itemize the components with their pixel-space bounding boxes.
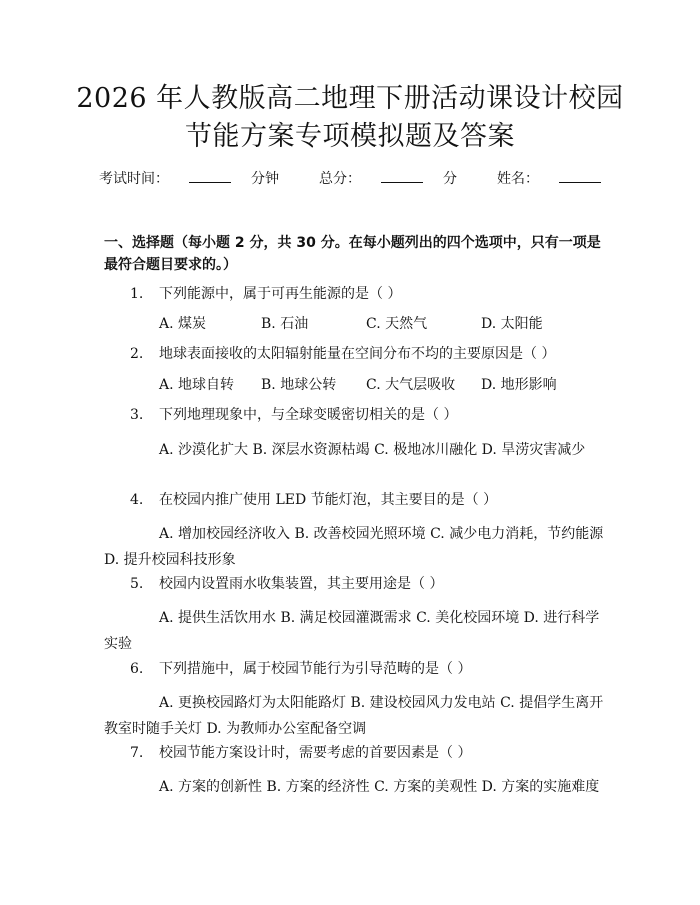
question-number: 7. <box>130 745 144 761</box>
exam-meta <box>0 168 700 188</box>
options-5: A. 提供生活饮用水 B. 满足校园灌溉需求 C. 美化校园环境 D. 进行科学实验 <box>104 610 600 652</box>
option-a: A. 煤炭 <box>159 316 207 332</box>
question-number: 5. <box>130 576 144 592</box>
question-stem: 下列地理现象中，与全球变暖密切相关的是（ ） <box>159 407 458 423</box>
option-a: A. 地球自转 <box>159 377 235 393</box>
options-6: A. 更换校园路灯为太阳能路灯 B. 建设校园风力发电站 C. 提倡学生离开教室时随手关灯 D. 为教师办公室配备空调 <box>104 695 604 737</box>
options-7: A. 方案的创新性 B. 方案的经济性 C. 方案的美观性 D. 方案的实施难度 <box>159 779 600 795</box>
name-field <box>487 171 611 187</box>
time-field <box>89 171 289 187</box>
section-heading: 一、选择题（每小题 2 分，共 30 分。在每小题列出的四个选项中，只有一项是最符合题目要求的。） <box>104 235 601 273</box>
option-c: C. 天然气 <box>366 316 428 332</box>
option-d: D. 地形影响 <box>481 377 557 393</box>
question-stem: 地球表面接收的太阳辐射能量在空间分布不均的主要原因是（ ） <box>159 346 556 362</box>
question-stem: 校园内设置雨水收集装置，其主要用途是（ ） <box>159 576 444 592</box>
time-label: 考试时间： <box>99 171 169 187</box>
options-4: A. 增加校园经济收入 B. 改善校园光照环境 C. 减少电力消耗，节约能源 D. 提升校园科技形象 <box>104 526 604 568</box>
question-stem: 下列能源中，属于可再生能源的是（ ） <box>159 286 402 302</box>
question-stem: 校园节能方案设计时，需要考虑的首要因素是（ ） <box>159 745 472 761</box>
score-label: 总分： <box>319 171 361 187</box>
page-title-line1: 2026 年人教版高二地理下册活动课设计校园 <box>76 83 624 114</box>
option-c: C. 大气层吸收 <box>366 377 456 393</box>
name-blank <box>559 182 601 183</box>
name-label: 姓名： <box>497 171 539 187</box>
question-number: 3. <box>130 407 144 423</box>
option-d: D. 太阳能 <box>481 316 543 332</box>
question-number: 4. <box>130 492 144 508</box>
time-unit: 分钟 <box>251 171 279 187</box>
options-3: A. 沙漠化扩大 B. 深层水资源枯竭 C. 极地冰川融化 D. 旱涝灾害减少 <box>159 442 586 458</box>
question-stem: 下列措施中，属于校园节能行为引导范畴的是（ ） <box>159 661 472 677</box>
question-number: 1. <box>130 286 144 302</box>
score-blank <box>381 182 423 183</box>
option-b: B. 石油 <box>261 316 309 332</box>
score-unit: 分 <box>443 171 457 187</box>
question-number: 6. <box>130 661 144 677</box>
option-b: B. 地球公转 <box>261 377 337 393</box>
page-title-line2: 节能方案专项模拟题及答案 <box>185 121 515 152</box>
score-field <box>309 171 467 187</box>
time-blank <box>189 182 231 183</box>
question-number: 2. <box>130 346 144 362</box>
question-stem: 在校园内推广使用 LED 节能灯泡，其主要目的是（ ） <box>159 492 498 508</box>
